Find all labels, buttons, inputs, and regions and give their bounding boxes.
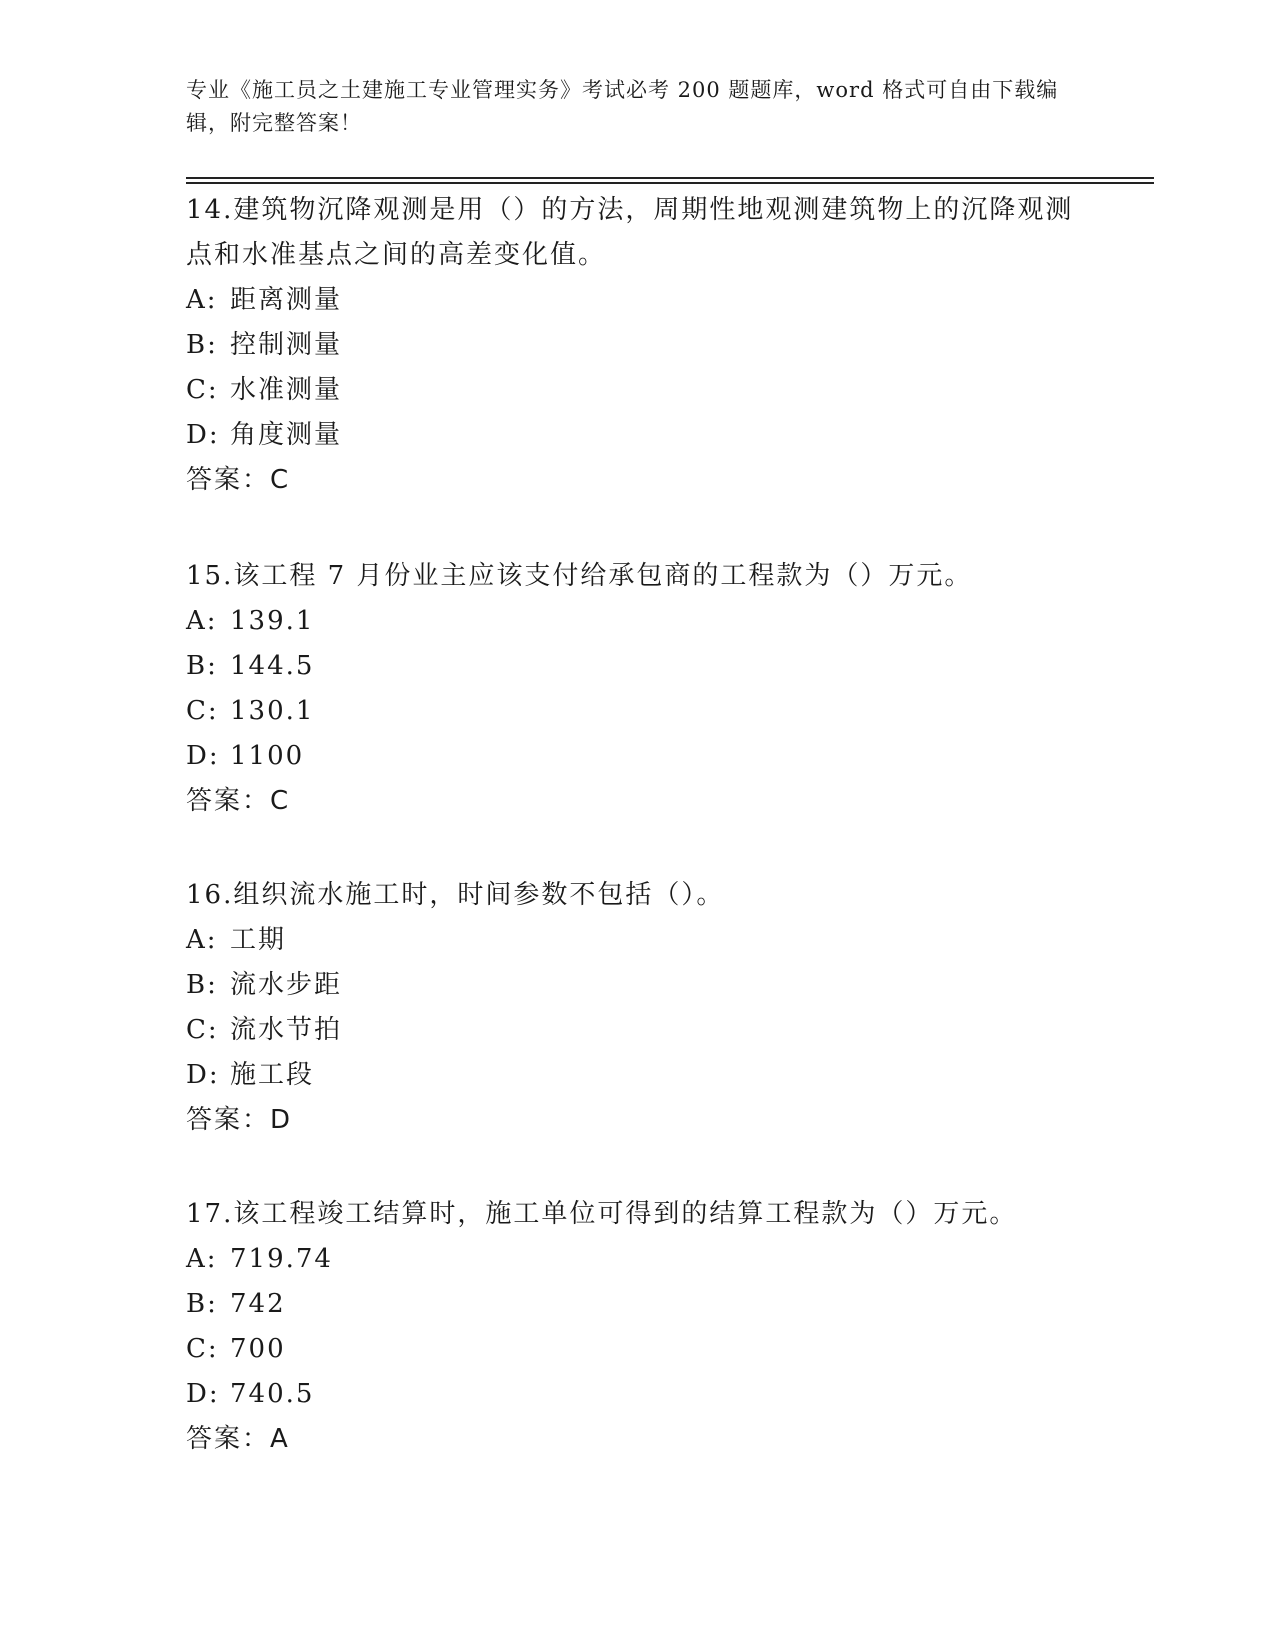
document-header: [186, 74, 1066, 140]
option-d: [186, 734, 1086, 779]
option-label: A:: [186, 285, 218, 315]
option-text: 719.74: [230, 1244, 333, 1274]
option-label: C:: [186, 1334, 219, 1364]
option-label: B:: [186, 330, 218, 360]
answer: 答案：A: [186, 1424, 290, 1454]
option-label: D:: [186, 741, 220, 771]
option-a: [186, 1237, 1086, 1282]
option-d: [186, 413, 1086, 458]
option-a: [186, 599, 1086, 644]
option-a: [186, 918, 1086, 963]
option-text: 144.5: [230, 651, 315, 681]
answer: 答案：D: [186, 1105, 293, 1135]
question-16: [186, 873, 1086, 1143]
question-stem: 15.该工程 7 月份业主应该支付给承包商的工程款为（）万元。: [186, 561, 973, 591]
option-b: [186, 644, 1086, 689]
option-text: 1100: [230, 741, 305, 771]
option-label: A:: [186, 1244, 218, 1274]
answer: 答案：C: [186, 465, 291, 495]
option-c: [186, 368, 1086, 413]
option-d: [186, 1053, 1086, 1098]
option-text: 700: [230, 1334, 286, 1364]
option-label: C:: [186, 375, 219, 405]
option-text: 控制测量: [230, 330, 343, 360]
option-text: 742: [230, 1289, 286, 1319]
option-text: 距离测量: [230, 285, 343, 315]
option-text: 角度测量: [230, 420, 343, 450]
option-text: 工期: [230, 925, 287, 955]
question-stem: 17.该工程竣工结算时，施工单位可得到的结算工程款为（）万元。: [186, 1199, 1018, 1229]
option-text: 流水节拍: [230, 1015, 343, 1045]
option-label: C:: [186, 1015, 219, 1045]
option-label: B:: [186, 651, 218, 681]
option-text: 130.1: [230, 696, 315, 726]
option-text: 740.5: [230, 1379, 315, 1409]
option-label: A:: [186, 606, 218, 636]
option-c: [186, 1008, 1086, 1053]
question-14: [186, 188, 1086, 503]
option-label: B:: [186, 1289, 218, 1319]
question-stem: 14.建筑物沉降观测是用（）的方法，周期性地观测建筑物上的沉降观测点和水准基点之间的高差变化值。: [186, 195, 1074, 270]
header-divider-top: [186, 177, 1154, 179]
option-label: A:: [186, 925, 218, 955]
option-b: [186, 1282, 1086, 1327]
option-label: D:: [186, 1379, 220, 1409]
option-text: 水准测量: [230, 375, 343, 405]
answer: 答案：C: [186, 786, 291, 816]
option-label: B:: [186, 970, 218, 1000]
option-c: [186, 1327, 1086, 1372]
header-text: 专业《施工员之土建施工专业管理实务》考试必考 200 题题库，word 格式可自由下载编辑，附完整答案！: [186, 78, 1059, 135]
option-d: [186, 1372, 1086, 1417]
question-stem: 16.组织流水施工时，时间参数不包括（）。: [186, 880, 725, 910]
question-17: [186, 1192, 1086, 1462]
option-text: 139.1: [230, 606, 315, 636]
option-text: 施工段: [230, 1060, 315, 1090]
header-divider-bottom: [186, 182, 1154, 184]
option-b: [186, 323, 1086, 368]
option-text: 流水步距: [230, 970, 343, 1000]
question-15: [186, 554, 1086, 824]
option-c: [186, 689, 1086, 734]
option-a: [186, 278, 1086, 323]
option-label: D:: [186, 420, 220, 450]
option-label: D:: [186, 1060, 220, 1090]
option-b: [186, 963, 1086, 1008]
option-label: C:: [186, 696, 219, 726]
